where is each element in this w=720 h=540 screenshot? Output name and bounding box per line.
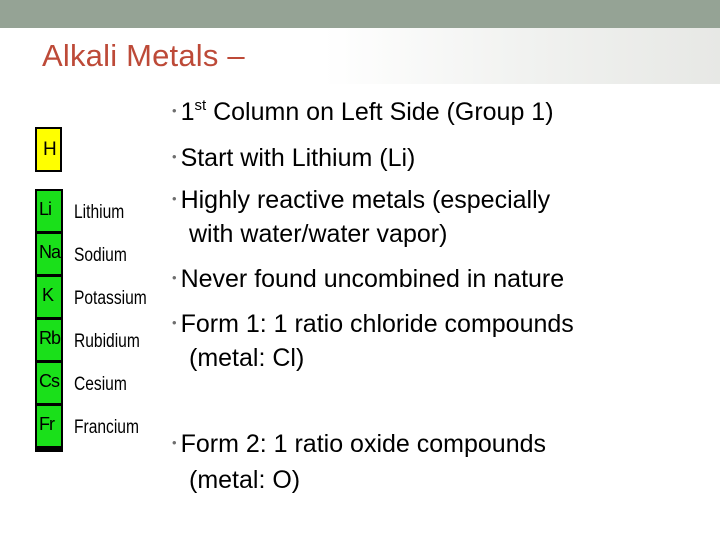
element-name-sodium: Sodium — [74, 245, 127, 266]
element-name-francium: Francium — [74, 417, 139, 438]
element-name-rubidium: Rubidium — [74, 331, 140, 352]
bullet-text: 1 — [180, 98, 195, 126]
element-symbol: Cs — [39, 371, 59, 391]
bullet-text: Start with Lithium (Li) — [180, 144, 416, 172]
bullet-item-3-continuation: with water/water vapor) — [189, 220, 448, 248]
alkali-column — [35, 189, 63, 452]
bullet-item-6-continuation: (metal: O) — [189, 466, 301, 494]
bullet-text: Highly reactive metals (especially — [180, 186, 551, 214]
bullet-dot: • — [172, 103, 177, 118]
bullet-dot: • — [172, 315, 177, 330]
element-name-potassium: Potassium — [74, 288, 147, 309]
bullet-text: Column on Left Side (Group 1) — [206, 98, 554, 126]
bullet-text: Never found uncombined in nature — [180, 265, 565, 293]
bullet-item-6 — [172, 426, 546, 461]
element-cell-rb — [37, 320, 61, 360]
element-cell-fr — [37, 406, 61, 446]
element-symbol: Li — [39, 199, 52, 219]
element-symbol: Rb — [39, 328, 61, 348]
hydrogen-symbol: H — [43, 139, 57, 160]
bullet-item-5-continuation: (metal: Cl) — [189, 344, 305, 372]
element-name-lithium: Lithium — [74, 202, 125, 223]
element-cell-li — [37, 191, 61, 231]
element-cell-na — [37, 234, 61, 274]
hydrogen-cell — [35, 127, 62, 172]
superscript: st — [194, 97, 207, 114]
bullet-item-3 — [172, 182, 550, 217]
top-accent-band — [0, 0, 720, 28]
bullet-dot: • — [172, 149, 177, 164]
element-symbol: Na — [39, 242, 61, 262]
bullet-item-2 — [172, 140, 415, 175]
bullet-item-5 — [172, 306, 574, 341]
bullet-dot: • — [172, 435, 177, 450]
bullet-text: Form 2: 1 ratio oxide compounds — [180, 430, 547, 458]
element-cell-cs — [37, 363, 61, 403]
bullet-text: Form 1: 1 ratio chloride compounds — [180, 310, 574, 338]
bullet-item-1 — [172, 94, 554, 129]
element-cell-k — [37, 277, 61, 317]
slide-title: Alkali Metals – — [42, 38, 245, 73]
bullet-dot: • — [172, 191, 177, 206]
element-symbol: K — [42, 285, 54, 305]
bullet-dot: • — [172, 270, 177, 285]
element-name-cesium: Cesium — [74, 374, 127, 395]
bullet-item-4 — [172, 261, 564, 296]
element-symbol: Fr — [39, 414, 54, 434]
